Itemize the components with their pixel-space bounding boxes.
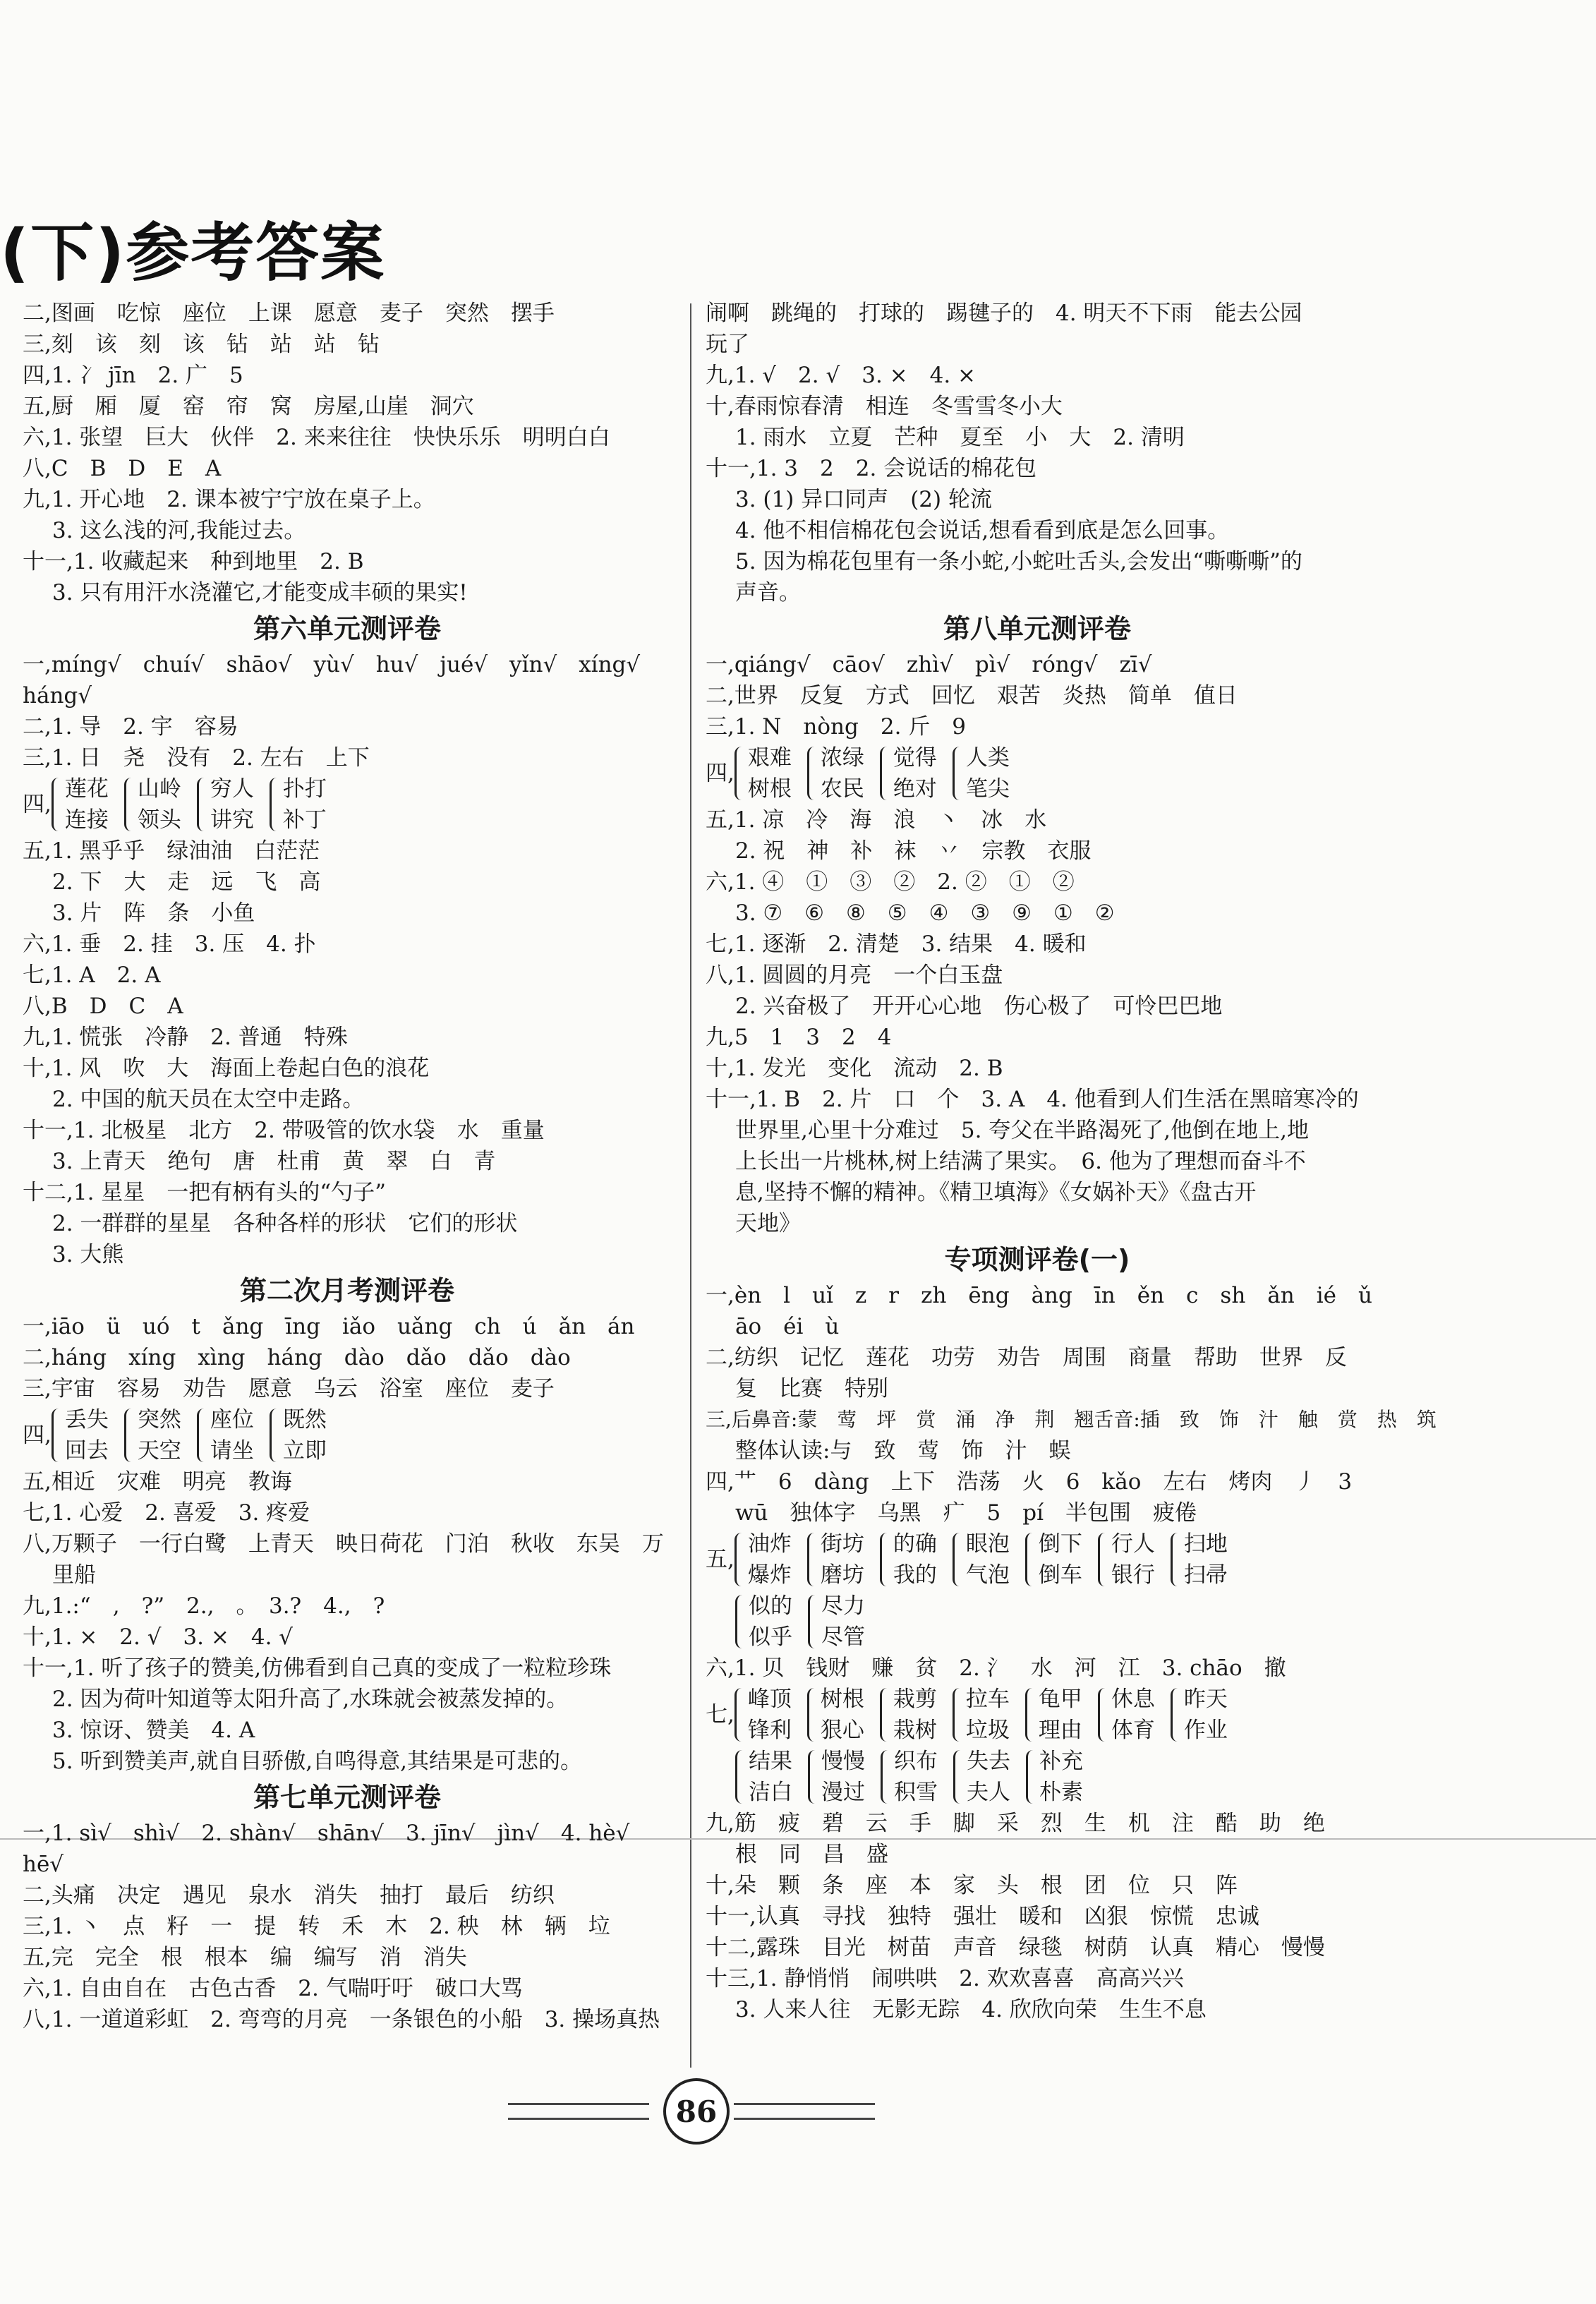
brace-icon — [734, 747, 745, 800]
answer-line: 十一,1. 收藏起来 种到地里 2. B — [23, 549, 364, 574]
brace-icon — [807, 1688, 818, 1742]
brace-icon — [1098, 1533, 1108, 1586]
brace-icon — [1025, 1688, 1036, 1742]
answer-line: 3. 上青天 绝句 唐 杜甫 黄 翠 白 青 — [52, 1149, 496, 1174]
word-pair — [808, 1591, 865, 1653]
answer-line: 八,C B D E A — [23, 456, 222, 481]
answer-line: 2. 因为荷叶知道等太阳升高了,水珠就会被蒸发掉的。 — [52, 1687, 569, 1712]
brace-icon — [1026, 1750, 1036, 1804]
answer-line: 三,1. 日 尧 没有 2. 左右 上下 — [23, 745, 370, 771]
brace-icon — [880, 1688, 890, 1742]
word-pair — [734, 742, 792, 804]
word: 农民 — [820, 776, 864, 802]
answer-line: 六,1. 自由自在 古色古香 2. 气喘吁吁 破口大骂 — [23, 1976, 523, 2001]
answer-line: hē√ — [23, 1852, 64, 1877]
brace-row — [23, 1404, 672, 1466]
answer-line: 天地》 — [735, 1211, 801, 1236]
word: 丢失 — [64, 1407, 109, 1433]
word: 艰难 — [747, 745, 792, 771]
word: 人类 — [965, 745, 1010, 771]
section-heading: 专项测评卷(一) — [944, 1244, 1130, 1275]
word-pair — [808, 1746, 865, 1808]
row-label: 四, — [706, 761, 734, 786]
word-pair — [1098, 1684, 1155, 1746]
answer-line: 四,艹 6 dàng 上下 浩荡 火 6 kǎo 左右 烤肉 丿 3 — [706, 1469, 1353, 1495]
answer-line: 十一,1. 3 2 2. 会说话的棉花包 — [706, 456, 1037, 481]
answer-block — [23, 298, 672, 608]
word: 爆炸 — [747, 1562, 792, 1588]
answer-line: háng√ — [23, 683, 92, 708]
brace-icon — [953, 1533, 963, 1586]
brace-icon — [880, 747, 890, 800]
word-pair — [197, 773, 254, 836]
word: 结果 — [749, 1749, 792, 1774]
word: 请坐 — [210, 1438, 254, 1464]
brace-icon — [808, 1595, 818, 1648]
word: 拉车 — [965, 1687, 1010, 1712]
word: 漫过 — [821, 1780, 865, 1805]
answer-line: 二,图画 吃惊 座位 上课 愿意 麦子 突然 摆手 — [23, 301, 555, 326]
row-label: 四, — [23, 1423, 52, 1448]
left-column — [23, 298, 672, 2035]
brace-row — [706, 1746, 1369, 1808]
answer-line: 十一,1. B 2. 片 口 个 3. A 4. 他看到人们生活在黑暗寒冷的 — [706, 1087, 1359, 1112]
brace-row — [23, 773, 672, 836]
row-label: 五, — [706, 1547, 734, 1572]
brace-icon — [734, 1533, 745, 1586]
answer-line: 八,万颗子 一行白鹭 上青天 映日荷花 门泊 秋收 东吴 万 — [23, 1531, 664, 1557]
word: 体育 — [1111, 1718, 1155, 1743]
answer-line: 一,1. sì√ shì√ 2. shàn√ shān√ 3. jīn√ jìn√ 4. hè√ — [23, 1821, 630, 1846]
answer-line: 整体认读:与 致 莺 饰 汁 蜈 — [735, 1438, 1071, 1464]
word: 栽树 — [893, 1718, 937, 1743]
answer-line: 1. 雨水 立夏 芒种 夏至 小 大 2. 清明 — [735, 425, 1185, 450]
word: 补充 — [1039, 1749, 1083, 1774]
answer-line: 二,头痛 决定 遇见 泉水 消失 抽打 最后 纺织 — [23, 1883, 555, 1908]
word: 作业 — [1183, 1718, 1228, 1743]
word-pair — [735, 1591, 792, 1653]
word-pair — [953, 1684, 1010, 1746]
brace-icon — [881, 1750, 891, 1804]
word: 树根 — [820, 1687, 864, 1712]
brace-icon — [953, 1688, 963, 1742]
word-pair — [880, 1528, 937, 1591]
answer-line: 五,1. 黑乎乎 绿油油 白茫茫 — [23, 838, 320, 864]
footer-decoration — [508, 2103, 649, 2120]
brace-icon — [197, 1409, 207, 1462]
brace-icon — [807, 747, 818, 800]
answer-line: 五,相近 灾难 明亮 教诲 — [23, 1469, 292, 1495]
word: 慢慢 — [821, 1749, 865, 1774]
answer-line: 玩了 — [706, 332, 749, 357]
word: 失去 — [967, 1749, 1010, 1774]
word: 既然 — [282, 1407, 327, 1433]
word-pair — [953, 742, 1010, 804]
word: 尽管 — [821, 1624, 865, 1650]
answer-line: 九,1. √ 2. √ 3. × 4. × — [706, 363, 977, 388]
answer-line: 八,1. 圆圆的月亮 一个白玉盘 — [706, 963, 1003, 988]
word: 扫帚 — [1183, 1562, 1228, 1588]
word: 天空 — [137, 1438, 181, 1464]
answer-line: 十,春雨惊春清 相连 冬雪雪冬小大 — [706, 394, 1063, 419]
answer-line: 二,1. 导 2. 宇 容易 — [23, 714, 238, 740]
word: 倒下 — [1038, 1531, 1082, 1557]
word: 油炸 — [747, 1531, 792, 1557]
section-heading: 第六单元测评卷 — [253, 613, 441, 644]
answer-line: 七,1. 逐渐 2. 清楚 3. 结果 4. 暖和 — [706, 931, 1087, 957]
word: 理由 — [1038, 1718, 1082, 1743]
answer-line: 六,1. 垂 2. 挂 3. 压 4. 扑 — [23, 931, 316, 957]
word: 山岭 — [137, 776, 181, 802]
word: 树根 — [747, 776, 792, 802]
word-pair — [124, 773, 181, 836]
row-label: 七, — [706, 1702, 734, 1727]
word: 穷人 — [210, 776, 254, 802]
word: 朴素 — [1039, 1780, 1083, 1805]
answer-line: 3. 人来人往 无影无踪 4. 欣欣向荣 生生不息 — [735, 1997, 1207, 2022]
answer-line: 十一,1. 北极星 北方 2. 带吸管的饮水袋 水 重量 — [23, 1118, 545, 1143]
answer-line: 5. 听到赞美声,就自目骄傲,自鸣得意,其结果是可悲的。 — [52, 1749, 582, 1774]
brace-icon — [808, 1750, 818, 1804]
answer-line: 一,qiáng√ cāo√ zhì√ pì√ róng√ zī√ — [706, 652, 1152, 677]
brace-icon — [735, 1750, 746, 1804]
answer-line: 2. 一群群的星星 各种各样的形状 它们的形状 — [52, 1211, 518, 1236]
word: 锋利 — [747, 1718, 792, 1743]
answer-line: 九,1. 开心地 2. 课本被宁宁放在桌子上。 — [23, 487, 435, 512]
answer-line: 九,筋 疲 碧 云 手 脚 采 烈 生 机 注 酷 助 绝 — [706, 1811, 1325, 1836]
word: 浓绿 — [820, 745, 864, 771]
word-pair — [734, 1684, 792, 1746]
word: 立即 — [282, 1438, 327, 1464]
answer-line: 一,míng√ chuí√ shāo√ yù√ hu√ jué√ yǐn√ xíng√ — [23, 652, 641, 677]
word-pair — [1026, 1746, 1083, 1808]
brace-icon — [953, 1750, 964, 1804]
answer-line: 五,完 完全 根 根本 编 编写 消 消失 — [23, 1945, 467, 1970]
answer-line: 十一,1. 听了孩子的赞美,仿佛看到自己真的变成了一粒粒珍珠 — [23, 1655, 612, 1681]
brace-icon — [1098, 1688, 1108, 1742]
page-title: (下)参考答案 — [0, 216, 386, 290]
brace-row — [706, 742, 1369, 804]
answer-line: 九,5 1 3 2 4 — [706, 1025, 892, 1050]
section-heading: 第八单元测评卷 — [943, 613, 1131, 644]
answer-line: 八,B D C A — [23, 994, 183, 1019]
page-number: 86 — [663, 2078, 730, 2145]
word-pair — [270, 773, 327, 836]
word: 觉得 — [893, 745, 937, 771]
answer-line: 二,纺织 记忆 莲花 功劳 劝告 周围 商量 帮助 世界 反 — [706, 1345, 1347, 1370]
answer-line: 二,世界 反复 方式 回忆 艰苦 炎热 简单 值日 — [706, 683, 1238, 708]
right-column — [706, 298, 1437, 2025]
word: 狠心 — [820, 1718, 864, 1743]
brace-icon — [735, 1595, 746, 1648]
word: 眼泡 — [965, 1531, 1010, 1557]
word-pair — [881, 1746, 938, 1808]
answer-line: 三,1. 丶 点 籽 一 提 转 禾 木 2. 秧 林 辆 垃 — [23, 1914, 610, 1939]
word: 栽剪 — [893, 1687, 937, 1712]
word-pair — [953, 1746, 1010, 1808]
answer-line: 九,1. 慌张 冷静 2. 普通 特殊 — [23, 1025, 348, 1050]
word-pair — [1171, 1528, 1228, 1591]
answer-line: 十二,露珠 目光 树苗 声音 绿毯 树荫 认真 精心 慢慢 — [706, 1935, 1325, 1960]
answer-line: 闹啊 跳绳的 打球的 踢毽子的 4. 明天不下雨 能去公园 — [706, 301, 1302, 326]
word-pair — [1025, 1528, 1082, 1591]
answer-line: 十二,1. 星星 一把有柄有头的“勺子” — [23, 1180, 386, 1205]
brace-icon — [124, 1409, 135, 1462]
word: 讲究 — [210, 807, 254, 833]
word: 休息 — [1111, 1687, 1155, 1712]
word: 绝对 — [893, 776, 937, 802]
answer-line: 里船 — [52, 1562, 96, 1588]
section-heading: 第七单元测评卷 — [253, 1782, 441, 1813]
answer-line: 十三,1. 静悄悄 闹哄哄 2. 欢欢喜喜 高高兴兴 — [706, 1966, 1184, 1991]
brace-icon — [197, 778, 207, 831]
word-pair — [807, 1528, 864, 1591]
answer-line: 三,宇宙 容易 劝告 愿意 乌云 浴室 座位 麦子 — [23, 1376, 555, 1401]
word: 倒车 — [1038, 1562, 1082, 1588]
answer-line: wū 独体字 乌黑 疒 5 pí 半包围 疲倦 — [735, 1500, 1197, 1526]
word: 尽力 — [821, 1593, 865, 1619]
word-pair — [953, 1528, 1010, 1591]
answer-line: 4. 他不相信棉花包会说话,想看看到底是怎么回事。 — [735, 518, 1230, 543]
word-pair — [1098, 1528, 1155, 1591]
brace-icon — [1171, 1533, 1181, 1586]
brace-row — [706, 1591, 1369, 1653]
word: 扫地 — [1183, 1531, 1228, 1557]
answer-line: 复 比赛 特别 — [735, 1376, 888, 1401]
answer-line: 世界里,心里十分难过 5. 夸父在半路渴死了,他倒在地上,地 — [735, 1118, 1309, 1143]
column-divider — [690, 303, 691, 2068]
brace-row — [706, 1528, 1369, 1591]
page-footer — [0, 2078, 1596, 2149]
word: 领头 — [137, 807, 181, 833]
word: 积雪 — [894, 1780, 938, 1805]
answer-line: 十,1. 发光 变化 流动 2. B — [706, 1056, 1003, 1081]
word-pair — [52, 1404, 109, 1466]
answer-line: 3. ⑦ ⑥ ⑧ ⑤ ④ ③ ⑨ ① ② — [735, 900, 1115, 926]
answer-line: 3. 片 阵 条 小鱼 — [52, 900, 255, 926]
answer-line: 六,1. ④ ① ③ ② 2. ② ① ② — [706, 869, 1075, 895]
word: 莲花 — [64, 776, 109, 802]
answer-line: 5. 因为棉花包里有一条小蛇,小蛇吐舌头,会发出“嘶嘶嘶”的 — [735, 549, 1302, 574]
answer-line: 七,1. A 2. A — [23, 963, 161, 988]
word: 洁白 — [749, 1780, 792, 1805]
answer-line: 二,háng xíng xìng háng dào dǎo dǎo dào — [23, 1345, 571, 1370]
brace-icon — [124, 778, 135, 831]
word: 回去 — [64, 1438, 109, 1464]
word: 昨天 — [1183, 1687, 1228, 1712]
word: 织布 — [894, 1749, 938, 1774]
answer-line: 3. 这么浅的河,我能过去。 — [52, 518, 306, 543]
answer-line: 九,1.:“ , ?” 2., 。 3.? 4., ? — [23, 1593, 385, 1619]
answer-line: 2. 中国的航天员在太空中走路。 — [52, 1087, 365, 1112]
word: 似的 — [749, 1593, 792, 1619]
answer-line: 六,1. 贝 钱财 赚 贫 2. 氵 水 河 江 3. chāo 撤 — [706, 1655, 1286, 1681]
answer-line: 十,1. × 2. √ 3. × 4. √ — [23, 1624, 294, 1650]
word: 磨坊 — [820, 1562, 864, 1588]
brace-icon — [52, 1409, 62, 1462]
answer-line: 三,刻 该 刻 该 钻 站 站 钻 — [23, 332, 380, 357]
word-pair — [52, 773, 109, 836]
word: 补丁 — [282, 807, 327, 833]
answer-line: 三,后鼻音:蒙 莺 坪 赏 涌 净 荆 翘舌音:插 致 饰 汁 触 赏 热 筑 — [706, 1408, 1437, 1431]
answer-line: 五,1. 凉 冷 海 浪 丶 冰 水 — [706, 807, 1047, 833]
word: 银行 — [1111, 1562, 1155, 1588]
brace-icon — [1171, 1688, 1181, 1742]
word: 气泡 — [965, 1562, 1010, 1588]
answer-line: 3. 大熊 — [52, 1242, 124, 1267]
word-pair — [197, 1404, 254, 1466]
answer-line: 3. 惊讶、赞美 4. A — [52, 1718, 255, 1743]
word: 行人 — [1111, 1531, 1155, 1557]
word-pair — [880, 742, 937, 804]
word-pair — [807, 742, 864, 804]
answer-line: 五,厨 厢 厦 窑 帘 窝 房屋,山崖 洞穴 — [23, 394, 474, 419]
answer-line: 一,iāo ü uó t ǎng īng iǎo uǎng ch ú ǎn án — [23, 1314, 635, 1339]
word: 连接 — [64, 807, 109, 833]
answer-line: 六,1. 张望 巨大 伙伴 2. 来来往往 快快乐乐 明明白白 — [23, 425, 610, 450]
answer-line: 上长出一片桃林,树上结满了果实。 6. 他为了理想而奋斗不 — [735, 1149, 1306, 1174]
word-pair — [124, 1404, 181, 1466]
row-label: 四, — [23, 792, 52, 817]
word-pair — [880, 1684, 937, 1746]
answer-line: 声音。 — [735, 580, 801, 605]
answer-line: 3. 只有用汗水浇灌它,才能变成丰硕的果实! — [52, 580, 468, 605]
word: 夫人 — [967, 1780, 1010, 1805]
answer-line: 七,1. 心爱 2. 喜爱 3. 疼爱 — [23, 1500, 310, 1526]
word: 扑打 — [282, 776, 327, 802]
answer-line: 十,朵 颗 条 座 本 家 头 根 团 位 只 阵 — [706, 1873, 1238, 1898]
brace-icon — [734, 1688, 745, 1742]
section-heading: 第二次月考测评卷 — [239, 1275, 454, 1306]
answer-line: 根 同 昌 盛 — [735, 1842, 888, 1867]
answer-line: 2. 祝 神 补 袜 丷 宗教 衣服 — [735, 838, 1092, 864]
word: 峰顶 — [747, 1687, 792, 1712]
brace-icon — [953, 747, 963, 800]
answer-line: 八,1. 一道道彩虹 2. 弯弯的月亮 一条银色的小船 3. 操场真热 — [23, 2007, 660, 2032]
word: 街坊 — [820, 1531, 864, 1557]
word: 的确 — [893, 1531, 937, 1557]
word: 笔尖 — [965, 776, 1010, 802]
brace-icon — [807, 1533, 818, 1586]
answer-line: 三,1. N nòng 2. 斤 9 — [706, 714, 967, 740]
answer-line: 十一,认真 寻找 独特 强壮 暖和 凶狠 惊慌 忠诚 — [706, 1904, 1259, 1929]
footer-decoration — [734, 2103, 875, 2120]
brace-icon — [880, 1533, 890, 1586]
answer-line: 一,èn l uǐ z r zh ēng àng īn ěn c sh ǎn ié ǔ — [706, 1283, 1372, 1308]
word: 龟甲 — [1038, 1687, 1082, 1712]
word-pair — [734, 1528, 792, 1591]
word: 突然 — [137, 1407, 181, 1433]
brace-icon — [270, 1409, 280, 1462]
word-pair — [1025, 1684, 1082, 1746]
word-pair — [735, 1746, 792, 1808]
brace-icon — [52, 778, 62, 831]
word-pair — [807, 1684, 864, 1746]
word-pair — [1171, 1684, 1228, 1746]
answer-line: āo éi ù — [735, 1314, 840, 1339]
brace-icon — [1025, 1533, 1036, 1586]
word-pair — [270, 1404, 327, 1466]
answer-line: 十,1. 风 吹 大 海面上卷起白色的浪花 — [23, 1056, 430, 1081]
word: 垃圾 — [965, 1718, 1010, 1743]
answer-line: 3. (1) 异口同声 (2) 轮流 — [735, 487, 992, 512]
answer-line: 四,1. 冫 jīn 2. 广 5 — [23, 363, 243, 388]
answer-line: 2. 兴奋极了 开开心心地 伤心极了 可怜巴巴地 — [735, 994, 1223, 1019]
word: 似乎 — [749, 1624, 792, 1650]
brace-row — [706, 1684, 1369, 1746]
brace-icon — [270, 778, 280, 831]
answer-line: 2. 下 大 走 远 飞 高 — [52, 869, 321, 895]
word: 我的 — [893, 1562, 937, 1588]
answer-line: 息,坚持不懈的精神。《精卫填海》《女娲补天》《盘古开 — [735, 1180, 1257, 1205]
word: 座位 — [210, 1407, 254, 1433]
